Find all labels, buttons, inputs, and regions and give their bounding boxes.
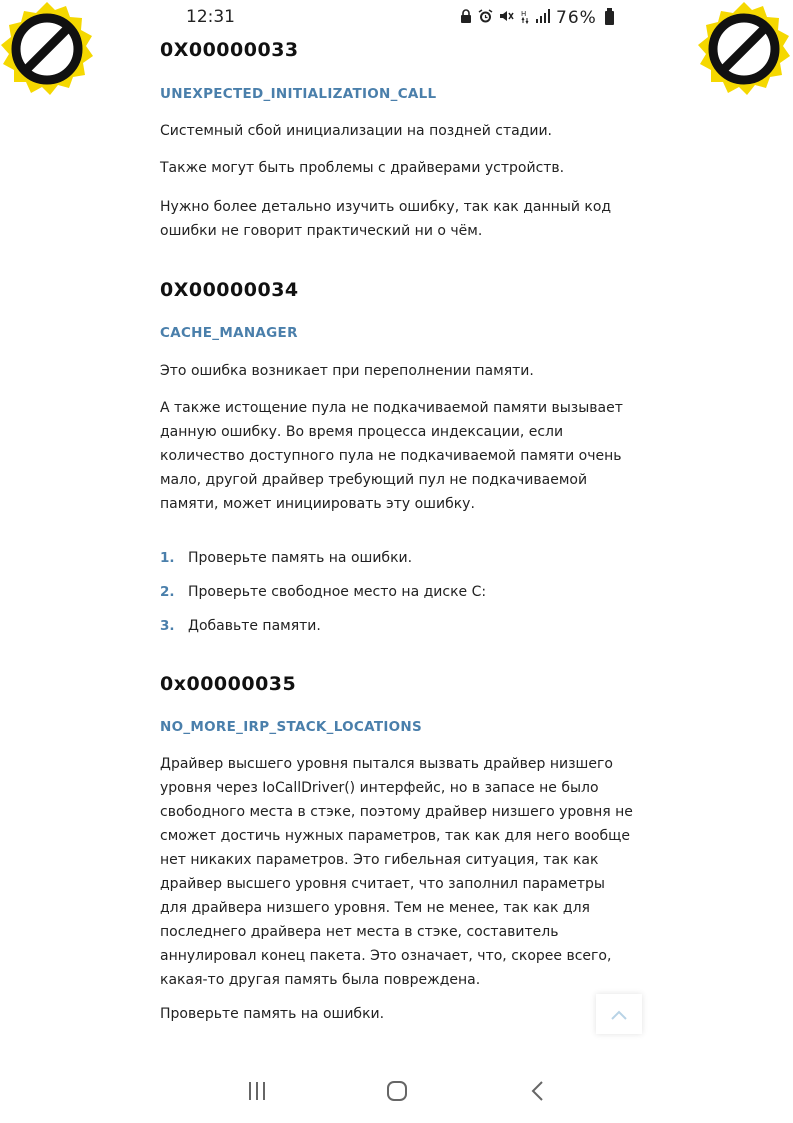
paragraph: А также истощение пула не подкачиваемой памяти вызывает данную ошибку. Во время процесса индексации, если количество доступного пула не подкачиваемой памяти очень мало, другой драйвер требующий пул не подкачиваемой памяти, может инициировать эту ошибку.	[160, 400, 623, 512]
status-time: 12:31	[186, 7, 235, 27]
fix-steps-list	[160, 546, 486, 648]
recent-apps-icon[interactable]	[246, 1080, 268, 1106]
alarm-icon	[478, 9, 493, 28]
list-text: Проверьте память на ошибки.	[188, 550, 413, 566]
signal-icon	[536, 9, 550, 27]
paragraph: Драйвер высшего уровня пытался вызвать драйвер низшего уровня через IoCallDriver() интерфейс, но в запасе не было свободного места в стэке, поэтому драйвер низшего уровня не сможет достичь нужных параметров, так как для него вообще нет никаких параметров. Это гибельная ситуация, так как драйвер высшего уровня считает, что заполнил параметры для драйвера низшего уровня. Тем не менее, так как для последнего драйвера нет места в стэке, составитель аннулировал конец пакета. Это означает, что, скорее всего, какая-то другая память была повреждена.	[160, 756, 633, 988]
paragraph: Также могут быть проблемы с драйверами устройств.	[160, 160, 565, 176]
list-item	[160, 580, 486, 614]
list-number: 3.	[160, 618, 175, 634]
network-h-icon	[520, 9, 530, 28]
paragraph: Проверьте память на ошибки.	[160, 1006, 385, 1022]
mute-icon	[499, 9, 514, 27]
chevron-up-icon	[610, 1005, 628, 1024]
system-nav-bar	[0, 1060, 793, 1123]
prohibited-sign-icon	[0, 0, 97, 100]
list-text: Добавьте памяти.	[188, 618, 321, 634]
battery-icon	[605, 11, 614, 25]
battery-percent: 76%	[556, 8, 597, 28]
prohibited-sign-icon	[694, 0, 793, 100]
back-icon[interactable]	[530, 1080, 546, 1106]
scroll-to-top-button[interactable]	[596, 994, 642, 1034]
paragraph: Нужно более детально изучить ошибку, так как данный код ошибки не говорит практический ни о чём.	[160, 199, 612, 239]
error-name-link[interactable]: NO_MORE_IRP_STACK_LOCATIONS	[160, 719, 423, 735]
list-text: Проверьте свободное место на диске С:	[188, 584, 487, 600]
error-code-title: 0x00000035	[160, 673, 297, 695]
status-bar	[0, 0, 793, 38]
status-icons	[460, 8, 614, 28]
lock-icon	[460, 9, 472, 27]
error-name-link[interactable]: CACHE_MANAGER	[160, 325, 298, 341]
list-number: 2.	[160, 584, 175, 600]
home-icon[interactable]	[386, 1080, 408, 1106]
error-code-title: 0X00000034	[160, 279, 299, 301]
list-item	[160, 614, 486, 648]
svg-text:H: H	[521, 9, 528, 18]
error-code-title: 0X00000033	[160, 39, 299, 61]
paragraph: Это ошибка возникает при переполнении памяти.	[160, 363, 534, 379]
error-name-link[interactable]: UNEXPECTED_INITIALIZATION_CALL	[160, 86, 437, 102]
list-number: 1.	[160, 550, 175, 566]
paragraph: Системный сбой инициализации на поздней стадии.	[160, 123, 553, 139]
list-item	[160, 546, 486, 580]
